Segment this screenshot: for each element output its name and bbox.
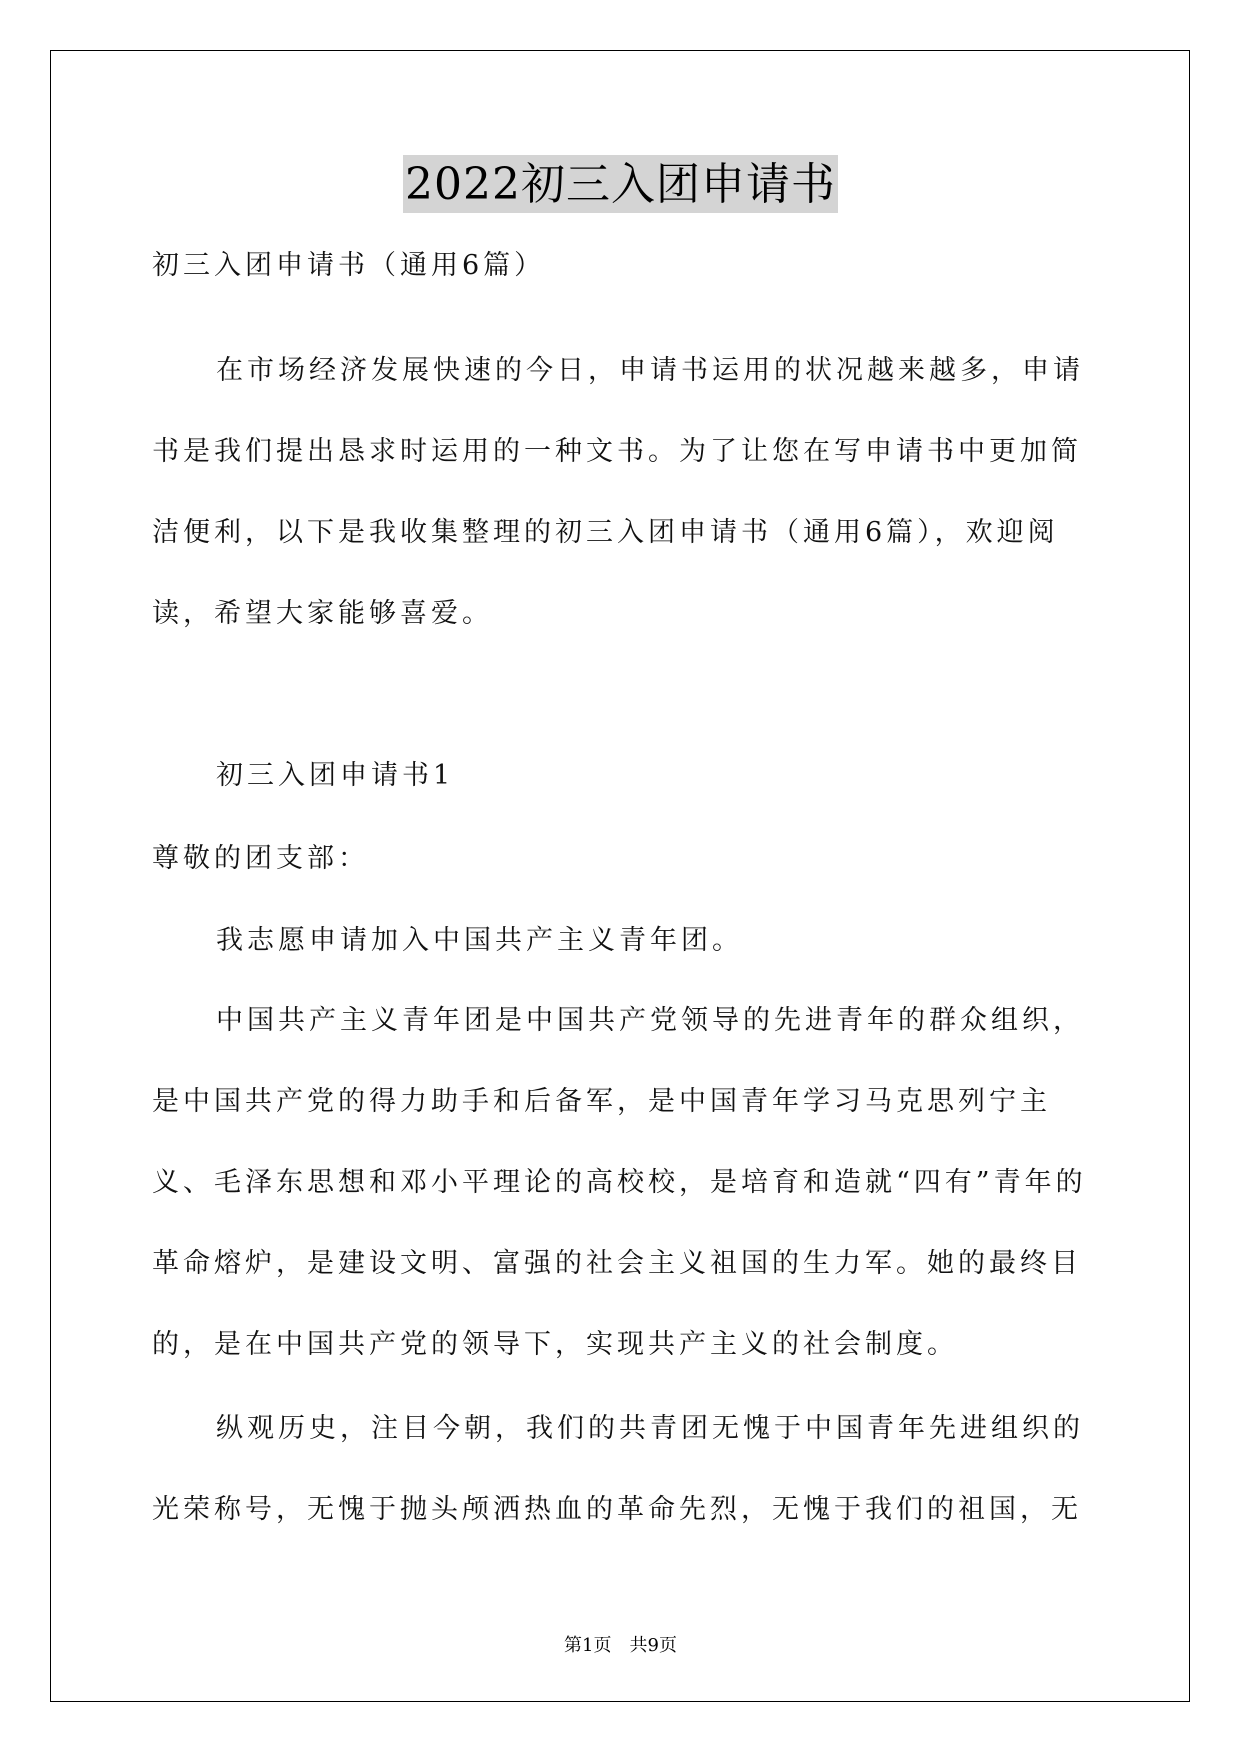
paragraph-league-description: 中国共产主义青年团是中国共产党领导的先进青年的群众组织，是中国共产党的得力助手和后备军，是中国青年学习马克思列宁主义、毛泽东思想和邓小平理论的高校校，是培育和造就“四有”青年的革命熔炉，是建设文明、富强的社会主义祖国的生力军。她的最终目的，是在中国共产党的领导下，实现共产主义的社会制度。 (152, 1005, 1087, 1360)
paragraph-declaration: 我志愿申请加入中国共产主义青年团。 (216, 925, 743, 956)
section-heading: 初三入团申请书1 (216, 760, 455, 791)
paragraph-history: 纵观历史，注目今朝，我们的共青团无愧于中国青年先进组织的光荣称号，无愧于抛头颅洒热血的革命先烈，无愧于我们的祖国，无 (152, 1413, 1084, 1525)
title-container (0, 155, 1241, 213)
document-subtitle: 初三入团申请书（通用6篇） (152, 250, 546, 281)
intro-paragraph: 在市场经济发展快速的今日，申请书运用的状况越来越多，申请书是我们提出恳求时运用的一种文书。为了让您在写申请书中更加简洁便利，以下是我收集整理的初三入团申请书（通用6篇），欢迎阅读，希望大家能够喜爱。 (152, 355, 1084, 629)
document-title: 2022初三入团申请书 (403, 155, 838, 213)
page-number: 第1页 共9页 (564, 1635, 677, 1656)
salutation: 尊敬的团支部： (152, 843, 369, 874)
